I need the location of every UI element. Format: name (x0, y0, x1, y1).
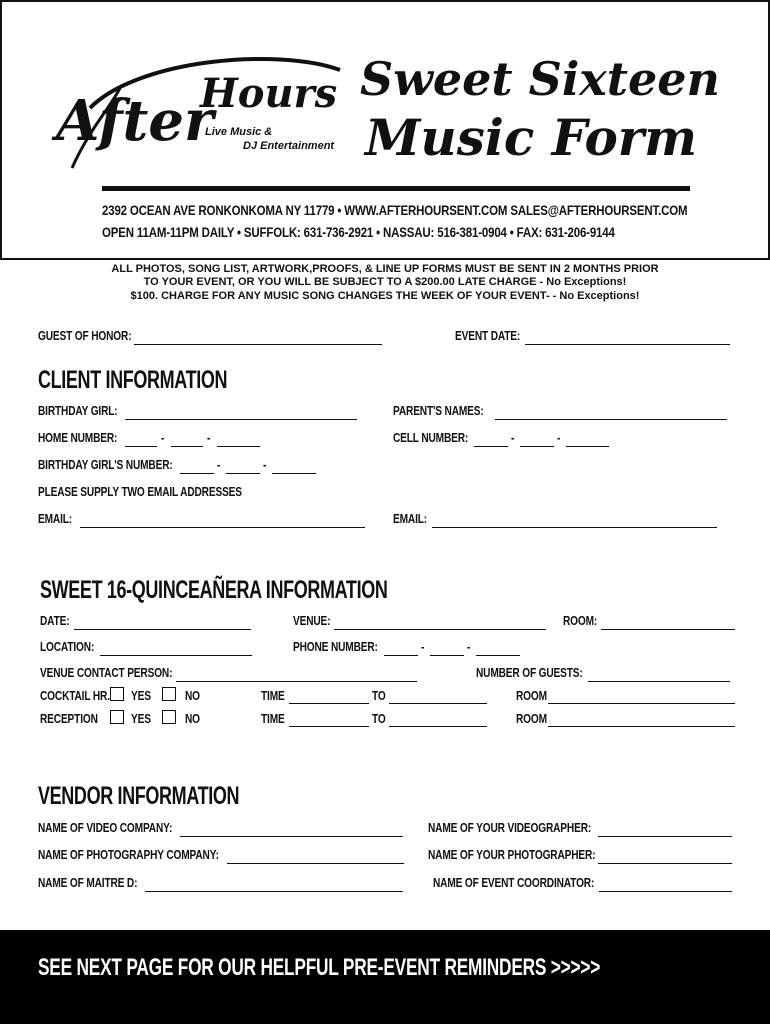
notice-line-2: TO YOUR EVENT, OR YOU WILL BE SUBJECT TO A $200.00 LATE CHARGE - No Exceptions! (143, 276, 627, 288)
reception-time-to-field[interactable] (389, 726, 487, 727)
dash: - (511, 430, 515, 445)
logo-after-text: After (56, 88, 214, 154)
venue-contact-field[interactable] (176, 681, 417, 682)
header-rule (102, 186, 690, 191)
home-number-line-field[interactable] (217, 446, 260, 447)
logo-hours-text: Hours (200, 70, 338, 117)
dash: - (161, 430, 165, 445)
event-date-field[interactable] (525, 344, 730, 345)
logo-tagline-2: DJ Entertainment (243, 140, 335, 152)
dash: - (207, 430, 211, 445)
form-title-line1: Sweet Sixteen (360, 52, 720, 106)
cell-number-area-field[interactable] (474, 446, 508, 447)
photographer-label: NAME OF YOUR PHOTOGRAPHER: (428, 847, 596, 862)
video-company-label: NAME OF VIDEO COMPANY: (38, 820, 173, 835)
number-of-guests-field[interactable] (588, 681, 730, 682)
number-of-guests-label: NUMBER OF GUESTS: (476, 665, 583, 680)
birthday-girl-field[interactable] (125, 419, 357, 420)
dash: - (217, 457, 221, 472)
reception-no-checkbox[interactable] (162, 710, 176, 724)
event-date-label: EVENT DATE: (455, 328, 521, 343)
parents-names-field[interactable] (495, 419, 727, 420)
vendor-information-heading: VENDOR INFORMATION (38, 782, 240, 810)
videographer-label: NAME OF YOUR VIDEOGRAPHER: (428, 820, 592, 835)
location-field[interactable] (100, 655, 252, 656)
venue-label: VENUE: (293, 613, 331, 628)
cocktail-yes-checkbox[interactable] (110, 687, 124, 701)
address-line-2: OPEN 11AM-11PM DAILY • SUFFOLK: 631-736-2921 • NASSAU: 516-381-0904 • FAX: 631-206-9144 (102, 224, 615, 240)
email-label-2: EMAIL: (393, 511, 427, 526)
cell-number-label: CELL NUMBER: (393, 430, 469, 445)
reception-label: RECEPTION (40, 711, 98, 726)
date-label: DATE: (40, 613, 70, 628)
notice-line-3: $100. CHARGE FOR ANY MUSIC SONG CHANGES THE WEEK OF YOUR EVENT- - No Exceptions! (130, 290, 640, 302)
reception-time-label: TIME (261, 711, 285, 726)
cocktail-no-label: NO (185, 688, 200, 703)
cocktail-time-to-field[interactable] (389, 703, 487, 704)
client-information-heading: CLIENT INFORMATION (38, 366, 228, 394)
address-line-1: 2392 OCEAN AVE RONKONKOMA NY 11779 • WWW.AFTERHOURSENT.COM SALES@AFTERHOURSENT.COM (102, 202, 688, 218)
birthday-girls-number-prefix-field[interactable] (226, 473, 260, 474)
venue-phone-line-field[interactable] (476, 655, 520, 656)
dash: - (467, 639, 471, 654)
email-label-1: EMAIL: (38, 511, 72, 526)
reception-time-from-field[interactable] (289, 726, 369, 727)
footer-next-page-text: SEE NEXT PAGE FOR OUR HELPFUL PRE-EVENT REMINDERS >>>>> (38, 954, 601, 981)
photographer-field[interactable] (598, 863, 732, 864)
guest-of-honor-field[interactable] (134, 344, 382, 345)
room-label: ROOM: (563, 613, 598, 628)
reception-yes-checkbox[interactable] (110, 710, 124, 724)
cocktail-hour-label: COCKTAIL HR. (40, 688, 110, 703)
photography-company-field[interactable] (227, 863, 404, 864)
reception-to-label: TO (372, 711, 386, 726)
venue-phone-prefix-field[interactable] (430, 655, 464, 656)
sweet16-information-heading: SWEET 16-QUINCEAÑERA INFORMATION (40, 576, 388, 604)
email-field-2[interactable] (432, 527, 717, 528)
dash: - (557, 430, 561, 445)
event-coordinator-label: NAME OF EVENT COORDINATOR: (433, 875, 595, 890)
maitre-d-label: NAME OF MAITRE D: (38, 875, 138, 890)
date-field[interactable] (74, 629, 251, 630)
cocktail-room-field[interactable] (548, 703, 735, 704)
reception-room-label: ROOM (516, 711, 547, 726)
home-number-area-field[interactable] (125, 446, 157, 447)
video-company-field[interactable] (180, 836, 403, 837)
cell-number-line-field[interactable] (566, 446, 609, 447)
cocktail-no-checkbox[interactable] (162, 687, 176, 701)
home-number-label: HOME NUMBER: (38, 430, 118, 445)
maitre-d-field[interactable] (145, 891, 403, 892)
reception-room-field[interactable] (548, 726, 735, 727)
home-number-prefix-field[interactable] (171, 446, 203, 447)
dash: - (263, 457, 267, 472)
cocktail-time-label: TIME (261, 688, 285, 703)
videographer-field[interactable] (598, 836, 732, 837)
notice-line-1: ALL PHOTOS, SONG LIST, ARTWORK,PROOFS, & LINE UP FORMS MUST BE SENT IN 2 MONTHS PRIOR (111, 263, 659, 275)
location-label: LOCATION: (40, 639, 95, 654)
birthday-girls-number-label: BIRTHDAY GIRL'S NUMBER: (38, 457, 173, 472)
venue-field[interactable] (334, 629, 546, 630)
dash: - (421, 639, 425, 654)
room-field[interactable] (601, 629, 735, 630)
cocktail-yes-label: YES (131, 688, 151, 703)
reception-yes-label: YES (131, 711, 151, 726)
after-hours-logo (50, 48, 350, 188)
email-note: PLEASE SUPPLY TWO EMAIL ADDRESSES (38, 484, 242, 499)
reception-no-label: NO (185, 711, 200, 726)
birthday-girl-label: BIRTHDAY GIRL: (38, 403, 118, 418)
cocktail-room-label: ROOM (516, 688, 547, 703)
logo-tagline-1: Live Music & (205, 126, 273, 138)
photography-company-label: NAME OF PHOTOGRAPHY COMPANY: (38, 847, 219, 862)
guest-of-honor-label: GUEST OF HONOR: (38, 328, 132, 343)
email-field-1[interactable] (80, 527, 365, 528)
cell-number-prefix-field[interactable] (520, 446, 554, 447)
cocktail-time-from-field[interactable] (289, 703, 369, 704)
venue-contact-label: VENUE CONTACT PERSON: (40, 665, 173, 680)
event-coordinator-field[interactable] (599, 891, 732, 892)
birthday-girls-number-line-field[interactable] (272, 473, 316, 474)
parents-names-label: PARENT'S NAMES: (393, 403, 484, 418)
phone-number-label: PHONE NUMBER: (293, 639, 378, 654)
form-title-line2: Music Form (365, 108, 698, 167)
cocktail-to-label: TO (372, 688, 386, 703)
venue-phone-area-field[interactable] (384, 655, 418, 656)
birthday-girls-number-area-field[interactable] (180, 473, 214, 474)
